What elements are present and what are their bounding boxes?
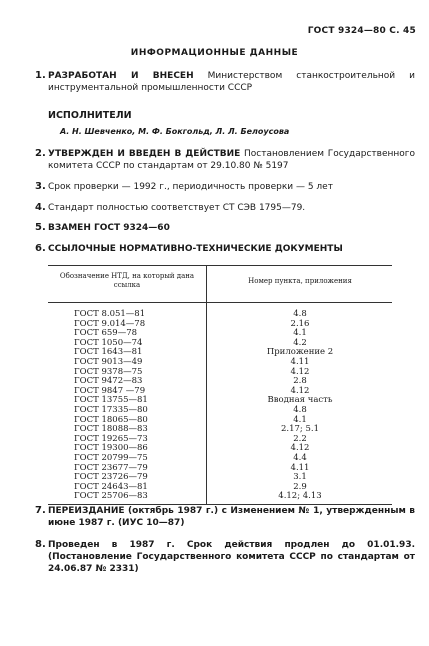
authors-list: А. Н. Шевченко, М. Ф. Бокгольд, Л. Л. Белоусова [60, 127, 290, 136]
cell-clause: 2.2 [293, 433, 307, 444]
item-number: 2. [35, 148, 46, 159]
item-text: Проведен в 1987 г. Срок действия продлен до 01.01.93. (Постановление Государственного комитета СССР по стандартам от 24.06.87 № 2331) [48, 540, 415, 574]
cell-document: ГОСТ 24643—81 [74, 481, 148, 492]
cell-document: ГОСТ 23726—79 [74, 472, 148, 483]
item-number: 7. [35, 505, 46, 516]
cell-clause: 4.8 [293, 309, 307, 319]
cell-document: ГОСТ 19265—73 [74, 433, 148, 444]
item-number: 6. [35, 243, 46, 254]
item-text: ССЫЛОЧНЫЕ НОРМАТИВНО-ТЕХНИЧЕСКИЕ ДОКУМЕНТЫ [48, 244, 343, 254]
item-number: 3. [35, 181, 46, 192]
item-text: Стандарт полностью соответствует СТ СЭВ 1795—79. [48, 203, 306, 213]
cell-document: ГОСТ 9472—83 [74, 376, 143, 387]
item-text: РАЗРАБОТАН И ВНЕСЕН Министерством станкостроительной и инструментальной промышленности СССР [48, 71, 415, 93]
cell-document: ГОСТ 18065—80 [74, 414, 148, 425]
executors-heading: ИСПОЛНИТЕЛИ [48, 110, 132, 121]
table-header [48, 266, 392, 303]
cell-document: ГОСТ 9847 —79 [74, 385, 146, 396]
cell-clause: 4.2 [293, 337, 307, 348]
cell-clause: 2.8 [293, 376, 307, 387]
cell-clause: 2.17; 5.1 [280, 424, 319, 435]
item-text: ВЗАМЕН ГОСТ 9324—60 [48, 223, 170, 233]
cell-document: ГОСТ 1643—81 [74, 347, 143, 358]
page-header: ГОСТ 9324—80 С. 45 [307, 26, 416, 36]
cell-document: ГОСТ 23677—79 [74, 462, 148, 473]
cell-document: ГОСТ 9378—75 [74, 366, 143, 377]
cell-document: ГОСТ 8.051—81 [74, 309, 146, 319]
cell-document: ГОСТ 17335—80 [74, 404, 148, 415]
cell-clause: 4.12 [290, 385, 310, 396]
cell-clause: 2.16 [290, 318, 310, 329]
cell-clause: Приложение 2 [266, 347, 334, 358]
cell-clause: 4.8 [293, 404, 307, 415]
cell-clause: 4.1 [293, 328, 307, 339]
item-text: ПЕРЕИЗДАНИЕ (октябрь 1987 г.) с Изменением № 1, утвержденным в июне 1987 г. (ИУС 10—87) [48, 506, 415, 528]
item-text: Срок проверки — 1992 г., периодичность проверки — 5 лет [48, 182, 333, 192]
cell-clause: 4.4 [293, 452, 307, 463]
cell-clause: 4.12; 4.13 [278, 491, 322, 502]
cell-document: ГОСТ 9013—49 [74, 356, 143, 367]
cell-document: ГОСТ 659—78 [74, 328, 138, 339]
cell-document: ГОСТ 1050—74 [74, 337, 143, 348]
item-number: 4. [35, 202, 46, 213]
item-number: 5. [35, 222, 46, 233]
cell-clause: 2.9 [293, 481, 307, 492]
cell-clause: 4.11 [290, 462, 310, 473]
cell-clause: 3.1 [293, 472, 307, 483]
cell-clause: 4.12 [290, 366, 310, 377]
cell-document: ГОСТ 25706—83 [74, 491, 148, 502]
table-row [48, 492, 392, 502]
cell-clause: 4.1 [293, 414, 307, 425]
cell-clause: 4.11 [290, 356, 310, 367]
cell-document: ГОСТ 19300—86 [74, 443, 148, 454]
section-heading: ИНФОРМАЦИОННЫЕ ДАННЫЕ [130, 48, 299, 58]
item-text: УТВЕРЖДЕН И ВВЕДЕН В ДЕЙСТВИЕ Постановлением Государственного комитета СССР по стандартам от 29.10.80 № 5197 [48, 149, 415, 171]
column-header-clause: Номер пункта, приложения [248, 277, 352, 285]
item-number: 8. [35, 539, 46, 550]
item-number: 1. [35, 70, 46, 81]
cell-clause: 4.12 [290, 443, 310, 454]
cell-document: ГОСТ 18088—83 [74, 424, 148, 435]
column-header-document: Обозначение НТД, на который дана ссылка [59, 272, 195, 289]
references-table [48, 265, 392, 505]
cell-document: ГОСТ 13755—81 [74, 395, 148, 406]
table-body [48, 310, 392, 502]
cell-clause: Вводная часть [267, 395, 333, 406]
cell-document: ГОСТ 20799—75 [74, 452, 148, 463]
cell-document: ГОСТ 9.014—78 [74, 318, 146, 329]
